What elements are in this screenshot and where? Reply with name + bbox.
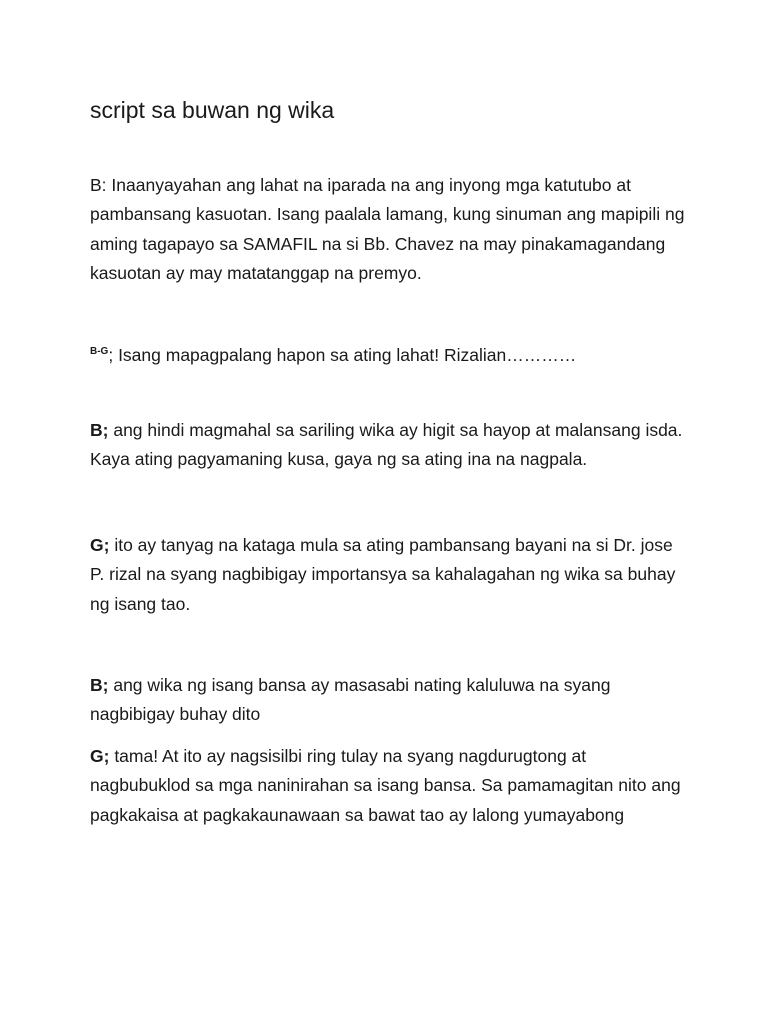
dialogue-text: tama! At ito ay nagsisilbi ring tulay na syang nagdurugtong at nagbubuklod sa mga naninirahan sa isang bansa. Sa pamamagitan nito ang pagkakaisa at pagkakaunawaan sa bawat tao ay lalong yumayabong xyxy=(90,746,681,825)
script-paragraph xyxy=(90,341,690,373)
dialogue-text: ; Isang mapagpalang hapon sa ating lahat! Rizalian………… xyxy=(108,345,577,365)
dialogue-text: Inaanyayahan ang lahat na iparada na ang inyong mga katutubo at pambansang kasuotan. Isang paalala lamang, kung sinuman ang mapipili ng aming tagapayo sa SAMAFIL na si Bb. Chavez na may pinakamagandang kasuotan ay may matatanggap na premyo. xyxy=(90,175,685,283)
speaker-label: B-G xyxy=(90,346,109,357)
dialogue-text: ang wika ng isang bansa ay masasabi nating kaluluwa na syang nagbibigay buhay dito xyxy=(90,675,611,725)
speaker-label: G; xyxy=(90,535,110,555)
speaker-label: B; xyxy=(90,675,109,695)
dialogue-text: ito ay tanyag na kataga mula sa ating pambansang bayani na si Dr. jose P. rizal na syang nagbibigay importansya sa kahalagahan ng wika sa buhay ng isang tao. xyxy=(90,535,676,614)
script-paragraph xyxy=(90,742,690,830)
script-paragraph xyxy=(90,671,690,730)
speaker-label: G; xyxy=(90,746,110,766)
document-title: script sa buwan ng wika xyxy=(90,97,335,123)
speaker-label: B: xyxy=(90,175,107,195)
script-paragraph xyxy=(90,531,690,619)
speaker-label: B; xyxy=(90,420,109,440)
script-paragraph xyxy=(90,416,690,475)
dialogue-text: ang hindi magmahal sa sariling wika ay higit sa hayop at malansang isda. Kaya ating pagyamaning kusa, gaya ng sa ating ina na nagpala. xyxy=(90,420,683,470)
script-paragraph xyxy=(90,171,690,288)
